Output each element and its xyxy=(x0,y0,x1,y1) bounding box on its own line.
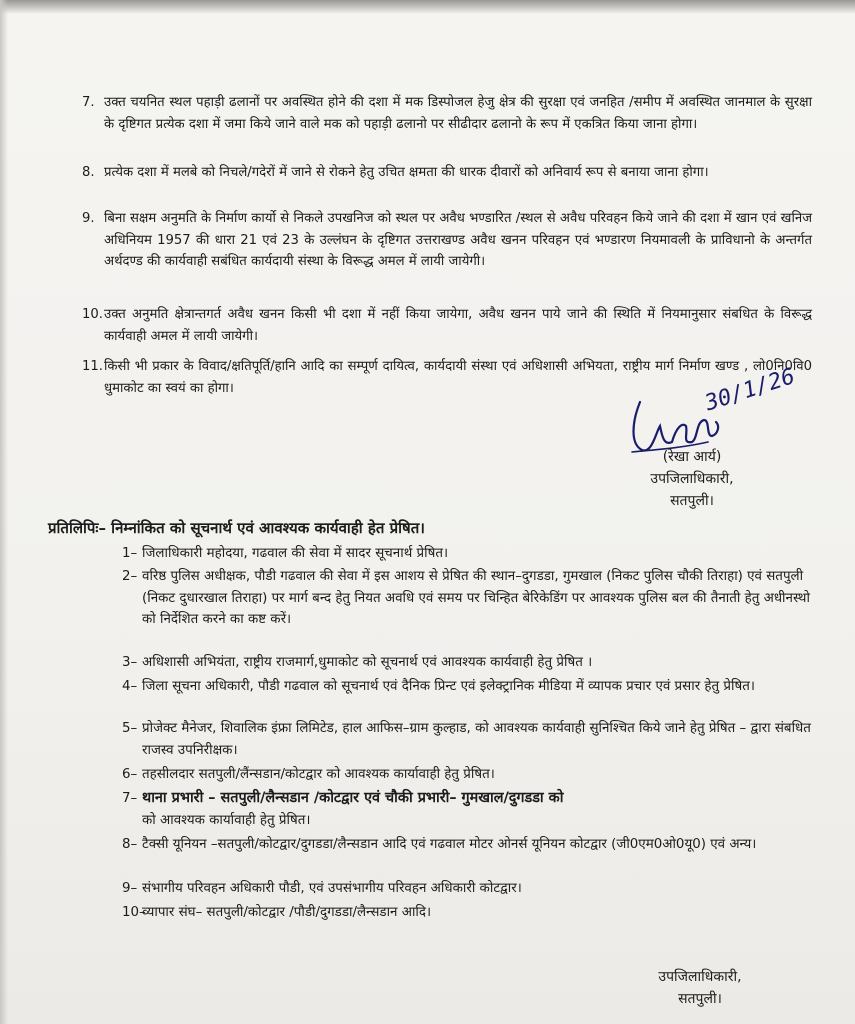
clause-text: प्रत्येक दशा में मलबे को निचले/गदेरों में जाने से रोकने हेतु उचित क्षमता की धारक दीवारों को अनिवार्य रूप से बनाया जाना होगा। xyxy=(104,165,709,180)
cc-item-7 xyxy=(122,788,812,831)
page-top-shadow xyxy=(0,0,855,14)
cc-item-9 xyxy=(122,878,812,900)
cc-item-number: 4– xyxy=(122,679,138,694)
cc-item-3 xyxy=(122,652,812,674)
cc-item-number: 10– xyxy=(122,905,146,920)
cc-item-text: प्रोजेक्ट मैनेजर, शिवालिक इंफ्रा लिमिटेड, हाल आफिस–ग्राम कुल्हाड, को आवश्यक कार्यवाही सुनिश्चित किये जाने हेतु प्रेषित – द्वारा संबधित राजस्व उपनिरीक्षक। xyxy=(142,721,811,758)
signature-block-1 xyxy=(612,446,772,512)
cc-item-8 xyxy=(122,834,812,856)
signatory-designation: उपजिलाधिकारी, xyxy=(658,969,742,985)
clause-text: उक्त चयनित स्थल पहाड़ी ढलानों पर अवस्थित होने की दशा में मक डिस्पोजल हेजु क्षेत्र की सुरक्षा एवं जनहित /समीप में अवस्थित जानमाल के सुरक्षा के दृष्टिगत प्रत्येक दशा में जमा किये जाने वाले मक को पहाड़ी ढलानो पर सीढीदार ढलानो के रूप में एकत्रित किया जाना होगा। xyxy=(104,95,812,132)
clause-8 xyxy=(82,162,812,184)
cc-item-1 xyxy=(122,543,812,565)
cc-item-10 xyxy=(122,902,812,924)
cc-item-text: तहसीलदार सतपुली/लैंन्सडान/कोटद्वार को आवश्यक कार्यावाही हेतु प्रेषित। xyxy=(142,767,495,782)
clause-text: बिना सक्षम अनुमति के निर्माण कार्यो से निकले उपखनिज को स्थल पर अवैध भण्डारित /स्थल से अवैध परिवहन किये जाने की दशा में खान एवं खनिज अधिनियम 1957 की धारा 21 एवं 23 के उल्लंघन के दृष्टिगत उत्तराखण्ड अवैध खनन परिवहन एवं भण्डारण नियमावली के प्राविधानो के अन्तर्गत अर्थदण्ड की कार्यवाही सबंधित कार्यदायी संस्था के विरूद्ध अमल में लायी जायेगी। xyxy=(104,211,812,269)
clause-text: किसी भी प्रकार के विवाद/क्षतिपूर्ति/हानि आदि का सम्पूर्ण दायित्व, कार्यदायी संस्था एवं अधिशासी अभियता, राष्ट्रीय मार्ग निर्माण खण्ड , लो0नि0वि0 धुमाकोट का स्वयं का होगा। xyxy=(104,359,812,396)
clause-number: 8. xyxy=(82,165,95,180)
cc-item-text-bold: थाना प्रभारी – सतपुली/लैन्सडान /कोटद्वार एवं चौकी प्रभारी– गुमखाल/दुगडडा को xyxy=(142,790,564,806)
cc-item-number: 9– xyxy=(122,881,138,896)
cc-item-number: 7– xyxy=(122,791,138,806)
cc-item-text: व्यापार संघ– सतपुली/कोटद्वार /पौडी/दुगडडा/लैन्सडान आदि। xyxy=(142,905,432,920)
cc-item-text: अधिशासी अभियंता, राष्ट्रीय राजमार्ग,धुमाकोट को सूचनार्थ एवं आवश्यक कार्यवाही हेतु प्रेषित । xyxy=(142,655,593,670)
signatory-designation: उपजिलाधिकारी, xyxy=(650,471,734,487)
clause-10 xyxy=(82,304,812,347)
signatory-name: (रेखा आर्य) xyxy=(662,449,722,465)
cc-item-text: जिलाधिकारी महोदया, गढवाल की सेवा में सादर सूचनार्थ प्रेषित। xyxy=(142,546,449,561)
cc-item-number: 2– xyxy=(122,569,138,584)
clause-number: 10. xyxy=(82,307,103,322)
cc-item-text: टैक्सी यूनियन –सतपुली/कोटद्वार/दुगडडा/लैन्सडान आदि एवं गढवाल मोटर ओनर्स यूनियन कोटद्वार (जी0एम0ओ0यू0) एवं अन्य। xyxy=(142,837,757,852)
cc-item-number: 8– xyxy=(122,837,138,852)
cc-item-text: को आवश्यक कार्यावाही हेतु प्रेषित। xyxy=(142,812,311,828)
page-left-shadow xyxy=(0,0,8,1024)
cc-item-number: 5– xyxy=(122,721,138,736)
clause-9 xyxy=(82,208,812,273)
signature-date: 30/1/26 xyxy=(702,363,799,417)
clause-number: 7. xyxy=(82,95,95,110)
signatory-place: सतपुली। xyxy=(678,991,722,1007)
clause-number: 11. xyxy=(82,359,103,374)
clause-7 xyxy=(82,92,812,135)
signatory-place: सतपुली। xyxy=(670,493,714,509)
cc-item-text: वरिष्ठ पुलिस अधीक्षक, पौडी गढवाल की सेवा में इस आशय से प्रेषित की स्थान–दुगडडा, गुमखाल (निकट पुलिस चौकी तिराहा) एवं सतपुली (निकट दुधारखाल तिराहा) पर मार्ग बन्द हेतु नियत अवधि एवं समय पर चिन्हित बेरिकेडिंग पर आवश्यक पुलिस बल की तैनाती हेतु अधीनस्थो को निर्देशित करने का कष्ट करें। xyxy=(142,569,810,627)
cc-item-text: जिला सूचना अधिकारी, पौडी गढवाल को सूचनार्थ एवं दैनिक प्रिन्ट एवं इलेक्ट्रानिक मीडिया में व्यापक प्रचार एवं प्रसार हेतु प्रेषित। xyxy=(142,679,755,694)
clause-number: 9. xyxy=(82,211,95,226)
signature-block-2 xyxy=(620,966,780,1010)
cc-item-number: 1– xyxy=(122,546,138,561)
cc-item-4 xyxy=(122,676,812,698)
cc-item-6 xyxy=(122,764,812,786)
clause-text: उक्त अनुमति क्षेत्रान्तगर्त अवैध खनन किसी भी दशा में नहीं किया जायेगा, अवैध खनन पाये जाने की स्थिति में नियमानुसार संबधित के विरूद्ध कार्यवाही अमल में लायी जायेगी। xyxy=(104,307,812,344)
cc-item-text: संभागीय परिवहन अधिकारी पौडी, एवं उपसंभागीय परिवहन अधिकारी कोटद्वार। xyxy=(142,881,522,896)
cc-item-2 xyxy=(122,566,812,631)
cc-item-number: 3– xyxy=(122,655,138,670)
cc-item-number: 6– xyxy=(122,767,138,782)
cc-heading: प्रतिलिपिः– निम्नांकित को सूचनार्थ एवं आवश्यक कार्यवाही हेत प्रेषित। xyxy=(48,519,425,537)
cc-item-5 xyxy=(122,718,812,761)
